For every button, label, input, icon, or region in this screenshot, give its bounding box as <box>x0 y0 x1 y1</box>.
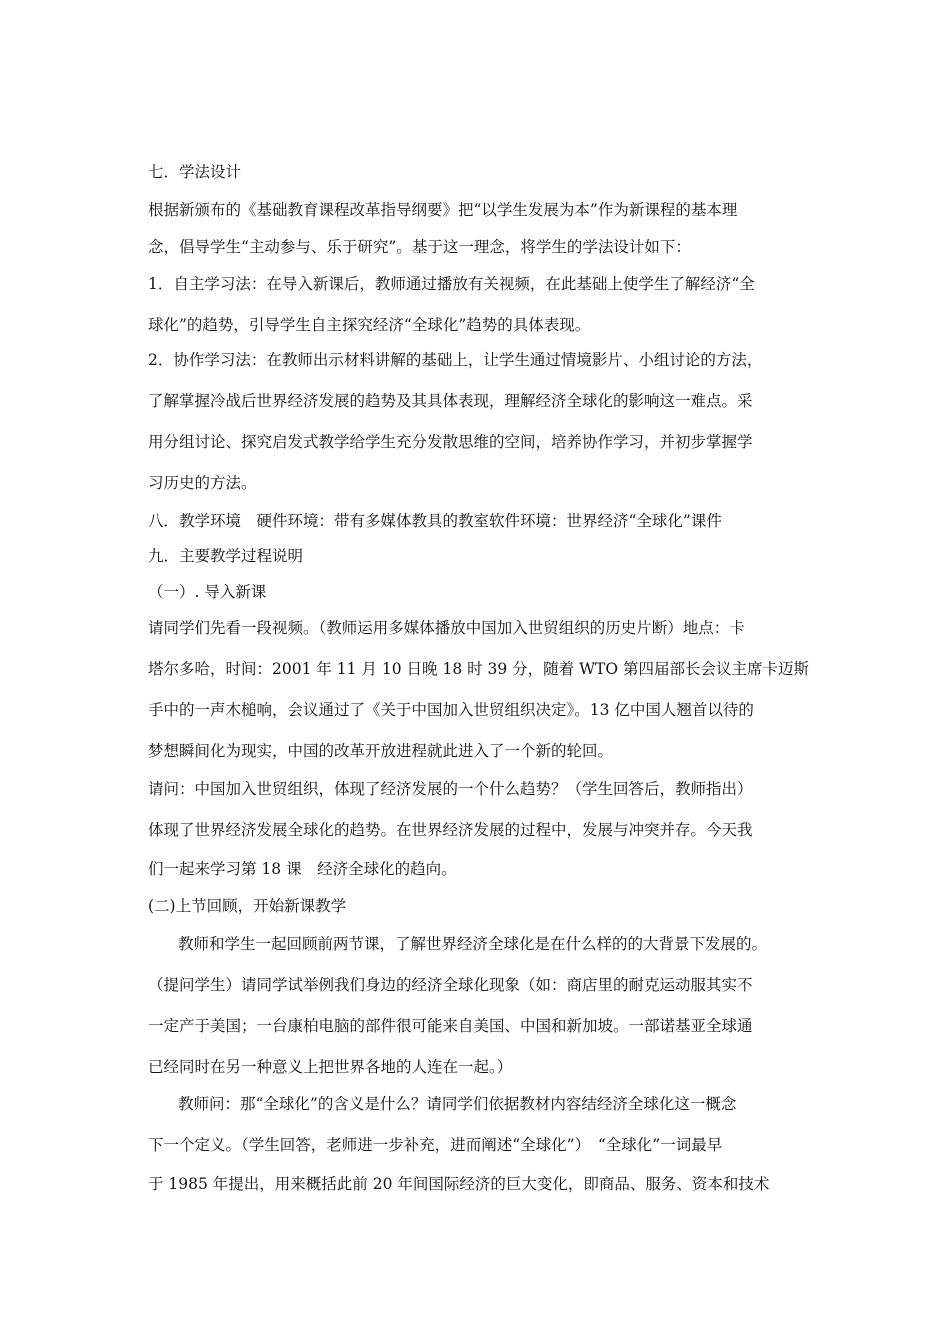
paragraph-line: 已经同时在另一种意义上把世界各地的人连在一起。） <box>148 1058 513 1076</box>
paragraph-line: 下一个定义。（学生回答，老师进一步补充，进而阐述“全球化”） “全球化”一词最早 <box>148 1136 723 1154</box>
paragraph-line: 球化”的趋势，引导学生自主探究经济“全球化”趋势的具体表现。 <box>148 316 591 334</box>
paragraph-line: 念，倡导学生“主动参与、乐于研究”。基于这一理念，将学生的学法设计如下： <box>148 238 691 256</box>
subsection-heading-2: (二)上节回顾，开始新课教学 <box>148 897 347 915</box>
paragraph-line: 习历史的方法。 <box>148 474 257 492</box>
paragraph-line: 一定产于美国；一台康柏电脑的部件很可能来自美国、中国和新加坡。一部诺基亚全球通 <box>148 1017 753 1035</box>
section-heading-9: 九．主要教学过程说明 <box>148 547 304 565</box>
paragraph-line: 了解掌握冷战后世界经济发展的趋势及其具体表现，理解经济全球化的影响这一难点。采 <box>148 392 753 410</box>
paragraph-line: 塔尔多哈，时间：2001 年 11 月 10 日晚 18 时 39 分，随着 WTO 第四届部长会议主席卡迈斯 <box>148 660 810 678</box>
paragraph-line: 体现了世界经济发展全球化的趋势。在世界经济发展的过程中，发展与冲突并存。今天我 <box>148 821 753 839</box>
paragraph-line: 请问：中国加入世贸组织，体现了经济发展的一个什么趋势？（学生回答后，教师指出） <box>148 780 753 798</box>
list-item-1: 1．自主学习法：在导入新课后，教师通过播放有关视频，在此基础上使学生了解经济“全 <box>148 275 755 293</box>
paragraph-line: 教师和学生一起回顾前两节课，了解世界经济全球化是在什么样的的大背景下发展的。 <box>178 935 768 953</box>
paragraph-line: 手中的一声木槌响，会议通过了《关于中国加入世贸组织决定》。13 亿中国人翘首以待的 <box>148 701 754 719</box>
paragraph-line: 用分组讨论、探究启发式教学给学生充分发散思维的空间，培养协作学习，并初步掌握学 <box>148 433 753 451</box>
paragraph-line: 们一起来学习第 18 课 经济全球化的趋向。 <box>148 860 457 878</box>
list-item-2: 2．协作学习法：在教师出示材料讲解的基础上，让学生通过情境影片、小组讨论的方法， <box>148 351 763 369</box>
paragraph-line: 梦想瞬间化为现实，中国的改革开放进程就此进入了一个新的轮回。 <box>148 742 614 760</box>
paragraph-line: 根据新颁布的《基础教育课程改革指导纲要》把“以学生发展为本”作为新课程的基本理 <box>148 201 738 219</box>
subsection-heading-1: （一）. 导入新课 <box>148 583 267 601</box>
paragraph-line: 于 1985 年提出，用来概括此前 20 年间国际经济的巨大变化，即商品、服务、资本和技术 <box>148 1175 770 1193</box>
section-heading-7: 七．学法设计 <box>148 163 242 181</box>
paragraph-line: 请同学们先看一段视频。（教师运用多媒体播放中国加入世贸组织的历史片断）地点：卡 <box>148 619 745 637</box>
paragraph-line: （提问学生）请同学试举例我们身边的经济全球化现象（如：商店里的耐克运动服其实不 <box>148 976 753 994</box>
section-heading-8: 八．教学环境 硬件环境：带有多媒体教具的教室软件环境：世界经济“全球化”课件 <box>148 512 722 530</box>
paragraph-line: 教师问：那“全球化”的含义是什么？请同学们依据教材内容结经济全球化这一概念 <box>178 1095 737 1113</box>
